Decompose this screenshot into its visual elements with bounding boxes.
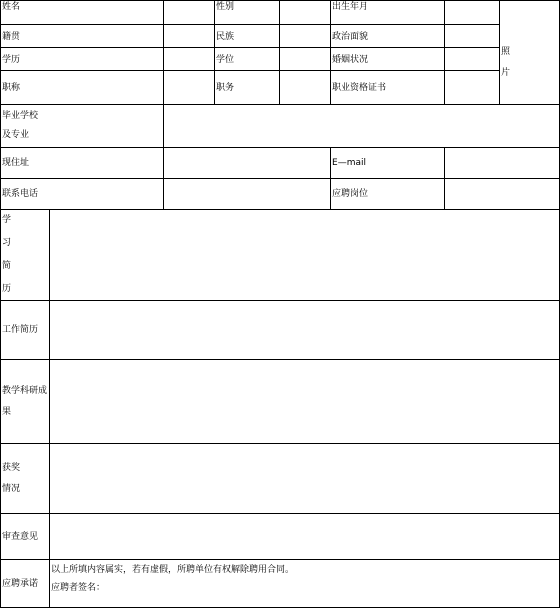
label-awards-line-2: 情况: [2, 483, 21, 494]
field-name[interactable]: [164, 1, 215, 25]
row-study-history: [1, 210, 560, 301]
field-research[interactable]: [50, 360, 560, 444]
label-phone: 联系电话: [1, 179, 164, 210]
field-native-place[interactable]: [164, 25, 215, 48]
label-research-line-2: 果: [2, 406, 12, 417]
field-review[interactable]: [50, 514, 560, 560]
field-ethnicity[interactable]: [280, 25, 331, 48]
row-phone: [1, 179, 560, 210]
label-school-major-line-2: 及专业: [2, 130, 30, 140]
field-position[interactable]: [280, 71, 331, 105]
label-review: 审查意见: [1, 514, 50, 560]
label-school-major: [1, 105, 164, 148]
label-research: [1, 360, 50, 444]
field-email[interactable]: [445, 148, 560, 179]
row-education: [1, 48, 560, 71]
row-work-history: [1, 301, 560, 360]
field-study-history[interactable]: [50, 210, 560, 301]
label-qualification-cert: 职业资格证书: [331, 71, 445, 105]
row-name: [1, 1, 560, 25]
field-education[interactable]: [164, 48, 215, 71]
label-name: 姓名: [1, 1, 164, 25]
field-title[interactable]: [164, 71, 215, 105]
row-school-major: [1, 105, 560, 148]
label-education: 学历: [1, 48, 164, 71]
label-position: 职务: [215, 71, 280, 105]
label-email: E—mail: [331, 148, 445, 179]
photo-box[interactable]: [500, 1, 560, 105]
label-awards: [1, 444, 50, 514]
field-marital-status[interactable]: [445, 48, 500, 71]
field-political-status[interactable]: [445, 25, 500, 48]
field-applied-post[interactable]: [445, 179, 560, 210]
label-awards-line-1: 获奖: [2, 462, 21, 473]
label-study-history-char-3: 简: [2, 261, 12, 271]
row-address: [1, 148, 560, 179]
field-qualification-cert[interactable]: [445, 71, 500, 105]
label-study-history-char-2: 习: [2, 238, 12, 248]
label-commitment: 应聘承诺: [1, 560, 50, 608]
row-review: [1, 514, 560, 560]
commitment-signature: 应聘者签名：: [51, 583, 106, 593]
photo-label: [501, 46, 559, 88]
photo-label-char-1: 照: [501, 47, 511, 57]
field-awards[interactable]: [50, 444, 560, 514]
row-commitment: [1, 560, 560, 608]
label-native-place: 籍贯: [1, 25, 164, 48]
label-applied-post: 应聘岗位: [331, 179, 445, 210]
label-gender: 性别: [215, 1, 280, 25]
label-political-status: 政治面貌: [331, 25, 445, 48]
label-study-history: [1, 210, 50, 301]
field-degree[interactable]: [280, 48, 331, 71]
field-birth-date[interactable]: [445, 1, 500, 25]
label-study-history-char-4: 历: [2, 284, 12, 294]
row-native-place: [1, 25, 560, 48]
field-work-history[interactable]: [50, 301, 560, 360]
row-awards: [1, 444, 560, 514]
label-school-major-line-1: 毕业学校: [2, 111, 39, 121]
row-title: [1, 71, 560, 105]
label-study-history-char-1: 学: [2, 215, 12, 225]
label-birth-date: 出生年月: [331, 1, 445, 25]
label-degree: 学位: [215, 48, 280, 71]
label-research-line-1: 教学科研成: [2, 385, 48, 396]
field-gender[interactable]: [280, 1, 331, 25]
photo-label-char-2: 片: [501, 68, 511, 78]
commitment-statement: 以上所填内容属实，若有虚假，所聘单位有权解除聘用合同。: [51, 565, 295, 575]
field-phone[interactable]: [164, 179, 331, 210]
label-address: 现住址: [1, 148, 164, 179]
row-research: [1, 360, 560, 444]
field-school-major[interactable]: [164, 105, 560, 148]
label-work-history: 工作简历: [1, 301, 50, 360]
label-ethnicity: 民族: [215, 25, 280, 48]
commitment-content: [50, 560, 560, 608]
field-address[interactable]: [164, 148, 331, 179]
label-title: 职称: [1, 71, 164, 105]
label-marital-status: 婚姻状况: [331, 48, 445, 71]
